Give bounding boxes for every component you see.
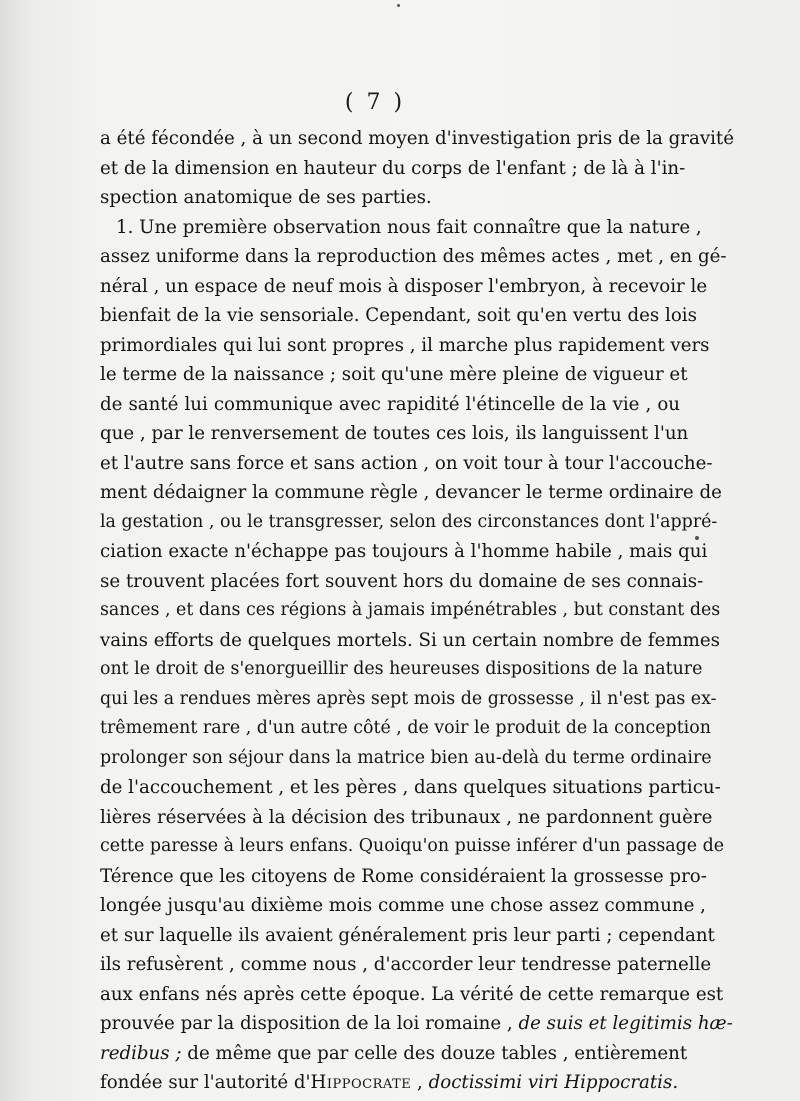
italic-text: de suis et legitimis hæ- — [518, 1013, 733, 1034]
text-run: 1. Une première observation nous fait connaître que la nature , — [116, 216, 702, 238]
text-line — [100, 773, 721, 803]
text-run: , — [411, 1072, 429, 1093]
italic-text: redibus ; — [100, 1042, 182, 1064]
text-run: a été fécondée , à un second moyen d'investigation pris de la gravité — [100, 128, 734, 149]
text-line — [100, 419, 689, 449]
text-run: bienfait de la vie sensoriale. Cependant, soit qu'en vertu des lois — [100, 305, 697, 326]
text-run: et sur laquelle ils avaient généralement pris leur parti ; cependant — [100, 924, 715, 946]
text-line — [100, 449, 713, 479]
text-line — [100, 360, 688, 390]
text-run: et l'autre sans force et sans action , on voit tour à tour l'accouche- — [100, 452, 713, 474]
text-line — [100, 626, 720, 656]
text-line — [100, 331, 710, 361]
text-line — [100, 655, 703, 685]
page-edge-shading — [0, 0, 34, 1101]
text-run: assez uniforme dans la reproduction des mêmes actes , met , en gé- — [100, 246, 727, 267]
italic-text: doctissimi viri Hippocratis. — [428, 1072, 679, 1093]
small-caps-text: Hippocrate — [310, 1072, 412, 1093]
text-run: se trouvent placées fort souvent hors du domaine de ses connais- — [100, 570, 704, 592]
text-line — [100, 891, 706, 921]
text-line — [100, 508, 718, 538]
text-run: de santé lui communique avec rapidité l'étincelle de la vie , ou — [100, 393, 680, 415]
page-number: ( 7 ) — [344, 90, 406, 115]
text-run: primordiales qui lui sont propres , il marche plus rapidement vers — [100, 334, 710, 356]
text-line — [100, 272, 708, 302]
text-run: qui les a rendues mères après sept mois de grossesse , il n'est pas ex- — [100, 688, 717, 709]
text-run: trêmement rare , d'un autre côté , de voir le produit de la conception — [100, 718, 711, 738]
text-run: ment dédaigner la commune règle , devancer le terme ordinaire de — [100, 482, 722, 503]
text-run: fondée sur l'autorité d' — [100, 1072, 311, 1093]
text-line — [100, 1009, 733, 1039]
text-line — [100, 301, 697, 331]
text-run: Térence que les citoyens de Rome considéraient la grossesse pro- — [100, 865, 707, 887]
text-line — [100, 242, 727, 272]
text-run: la gestation , ou le transgresser, selon des circonstances dont l'appré- — [100, 511, 718, 532]
text-line — [100, 596, 721, 626]
text-run: spection anatomique de ses parties. — [100, 187, 432, 208]
text-line — [100, 744, 712, 774]
text-line — [100, 714, 711, 744]
text-run: de même que par celle des douze tables , entièrement — [181, 1042, 688, 1064]
text-run: aux enfans nés après cette époque. La vérité de cette remarque est — [100, 983, 724, 1005]
text-run: cette paresse à leurs enfans. Quoiqu'on puisse inférer d'un passage de — [100, 836, 725, 856]
text-line — [100, 124, 734, 154]
text-line — [100, 862, 707, 892]
text-line — [100, 154, 686, 184]
text-line — [100, 803, 713, 833]
text-run: ciation exacte n'échappe pas toujours à l'homme habile , mais qui — [100, 541, 708, 562]
text-run: et de la dimension en hauteur du corps de l'enfant ; de là à l'in- — [100, 157, 686, 179]
text-run: le terme de la naissance ; soit qu'une mère pleine de vigueur et — [100, 364, 688, 385]
text-run: ont le droit de s'enorgueillir des heureuses dispositions de la nature — [100, 659, 703, 679]
text-run: prouvée par la disposition de la loi romaine , — [100, 1013, 519, 1034]
text-run: lières réservées à la décision des tribunaux , ne pardonnent guère — [100, 806, 713, 828]
ink-speck — [695, 536, 699, 540]
text-line — [100, 950, 712, 980]
text-run: prolonger son séjour dans la matrice bien au-delà du terme ordinaire — [100, 747, 712, 768]
text-line — [100, 478, 722, 508]
text-run: de l'accouchement , et les pères , dans quelques situations particu- — [100, 777, 721, 798]
text-line — [100, 980, 724, 1010]
text-line — [100, 390, 680, 420]
text-line — [100, 537, 708, 567]
text-line — [100, 832, 725, 862]
text-run: vains efforts de quelques mortels. Si un certain nombre de femmes — [100, 629, 720, 651]
text-line — [100, 213, 702, 243]
text-line — [100, 183, 680, 213]
text-line — [100, 921, 715, 951]
text-run: sances , et dans ces régions à jamais impénétrables , but constant des — [100, 600, 721, 620]
text-run: longée jusqu'au dixième mois comme une chose assez commune , — [100, 895, 706, 916]
text-run: ils refusèrent , comme nous , d'accorder leur tendresse paternelle — [100, 954, 712, 975]
text-line — [100, 1068, 680, 1098]
text-run: néral , un espace de neuf mois à disposer l'embryon, à recevoir le — [100, 275, 708, 297]
ink-speck — [397, 4, 400, 7]
body-text — [100, 124, 734, 1098]
text-line — [100, 1039, 688, 1069]
text-run: que , par le renversement de toutes ces lois, ils languissent l'un — [100, 423, 689, 444]
text-line — [100, 685, 717, 715]
text-line — [100, 567, 704, 597]
